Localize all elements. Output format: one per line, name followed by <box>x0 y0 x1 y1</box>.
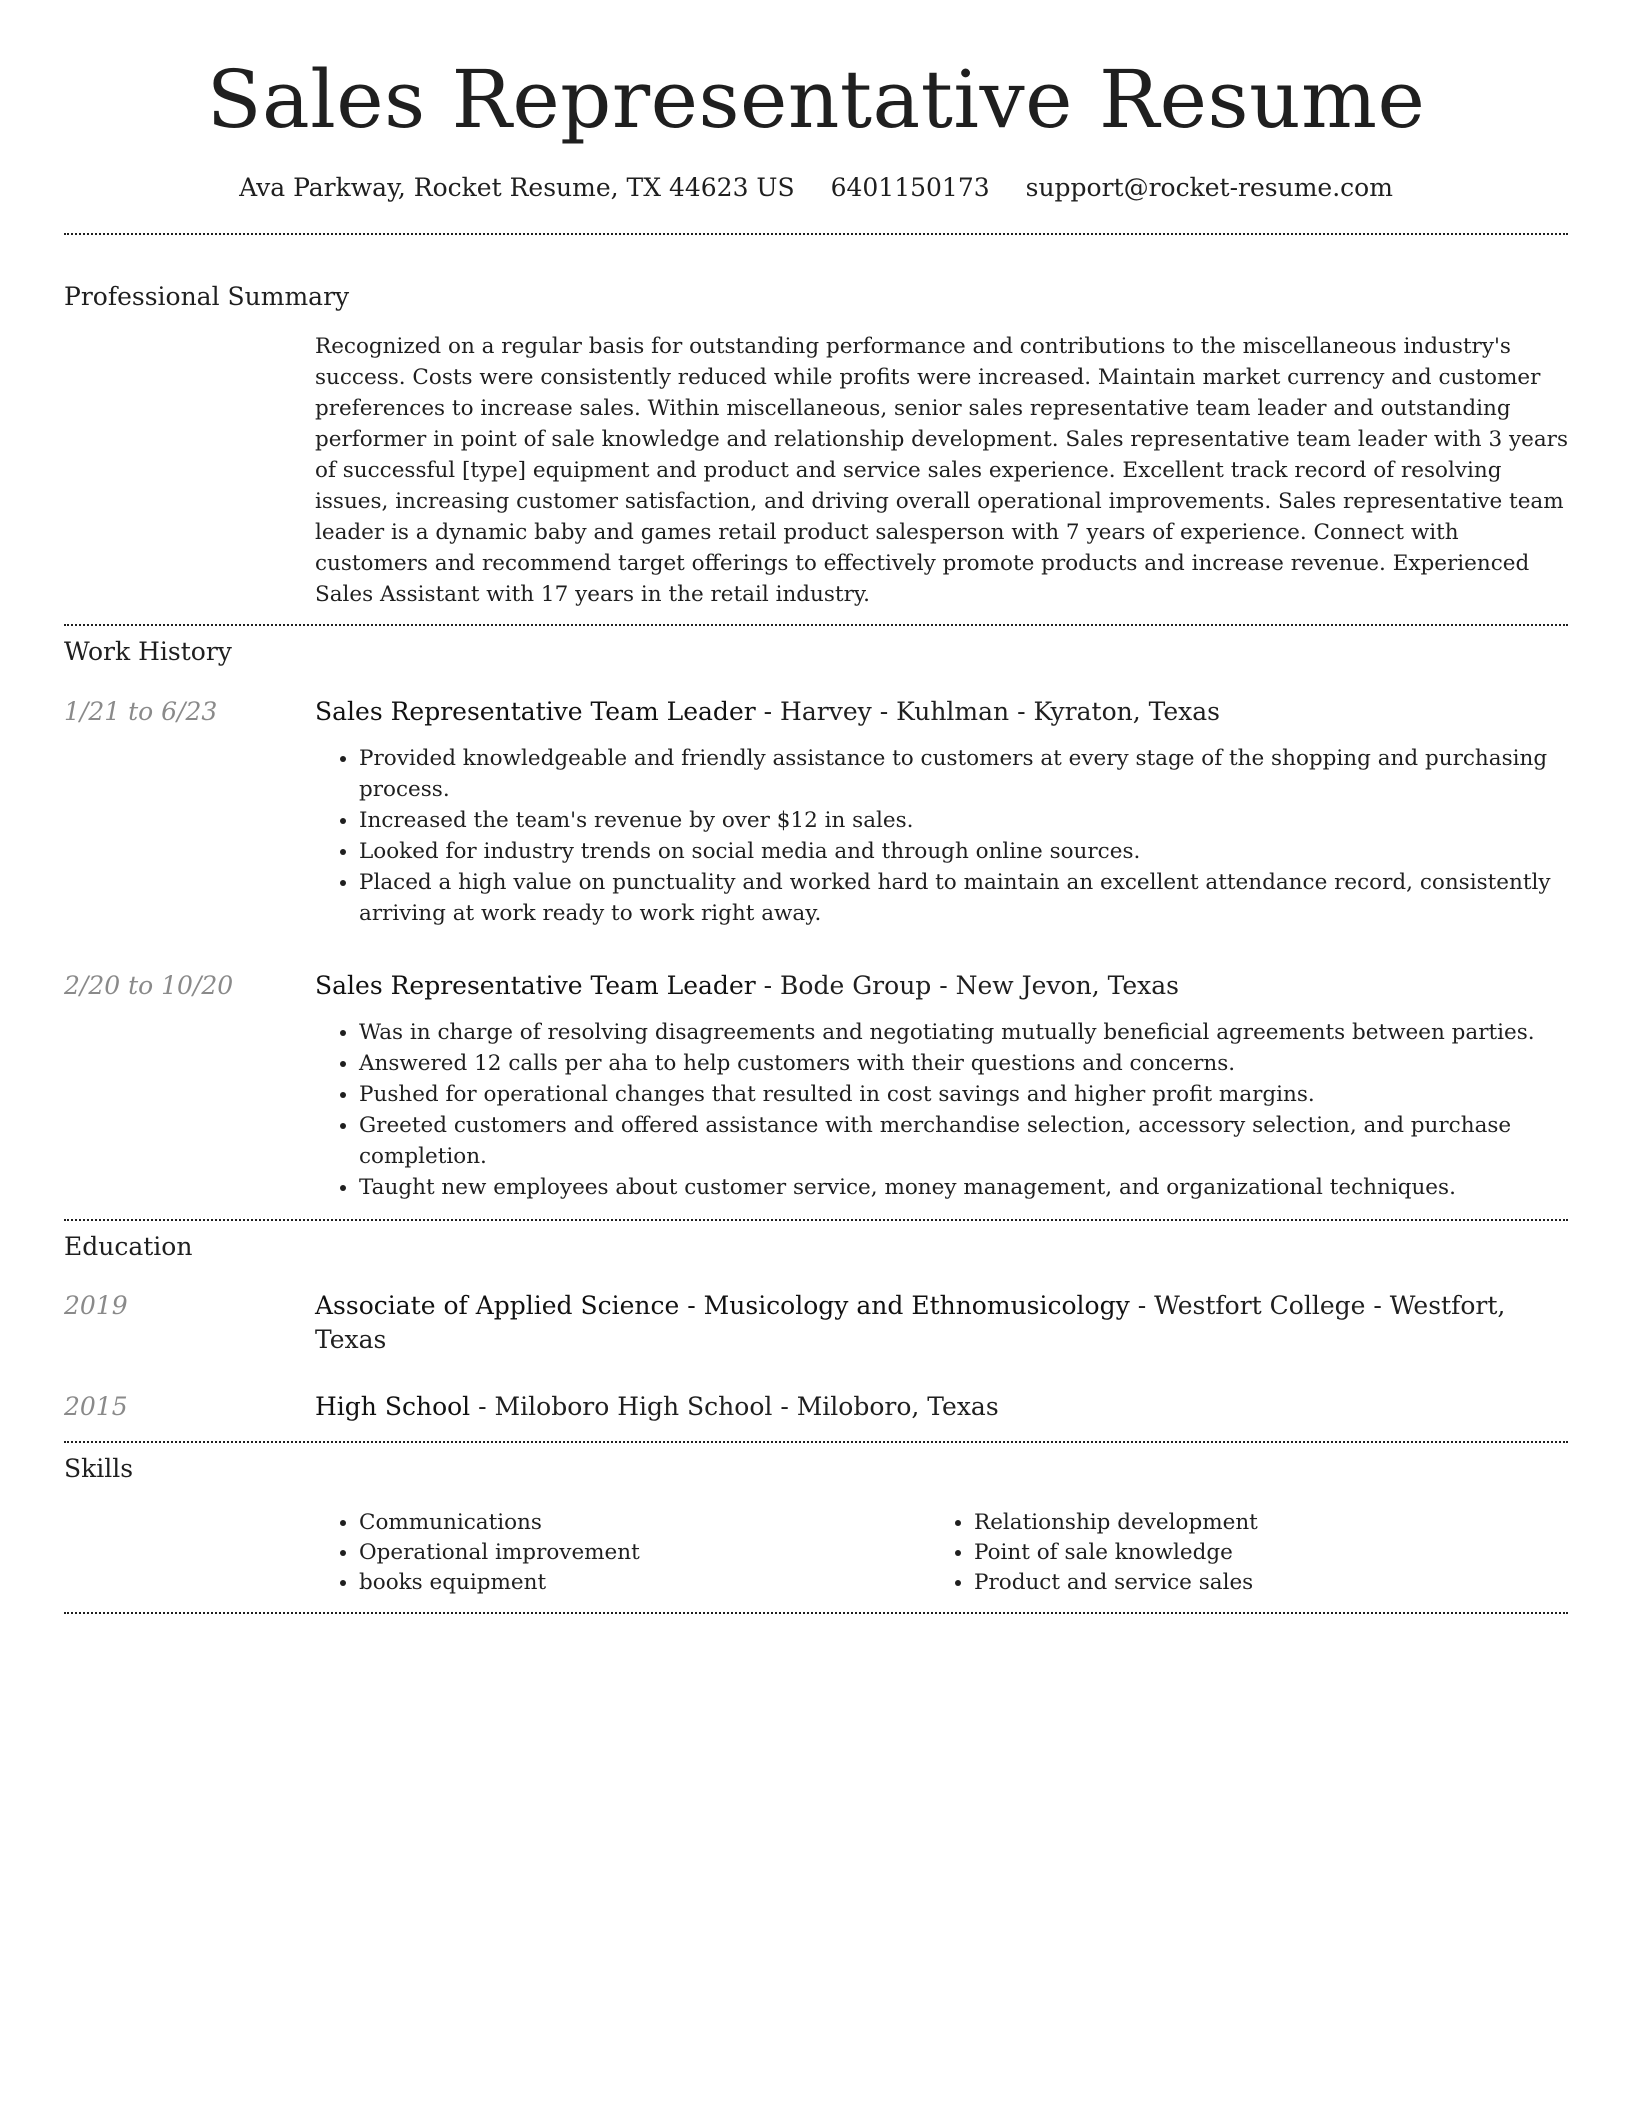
job-separator: - <box>763 970 781 1000</box>
job-dates: 1/21 to 6/23 <box>64 696 218 726</box>
skill-item: • Product and service sales <box>974 1568 1545 1598</box>
list-item: • Greeted customers and offered assistance with merchandise selection, accessory selection, and purchase completion. <box>359 1110 1568 1172</box>
spacer <box>64 1424 1568 1441</box>
contact-phone: 6401150173 <box>830 173 990 202</box>
education-school: Miloboro High School - Miloboro, Texas <box>494 1392 999 1421</box>
skills-list <box>315 1508 1568 1598</box>
skill-item: • Relationship development <box>974 1508 1545 1538</box>
skill-item: • books equipment <box>359 1568 930 1598</box>
job-bullets <box>315 743 1568 929</box>
education-heading-line <box>315 1390 1568 1424</box>
job-entry <box>64 969 1568 1203</box>
divider <box>64 233 1568 235</box>
education-school: Westfort College - Westfort, Texas <box>315 1291 1506 1354</box>
job-company: Bode Group - New Jevon, Texas <box>780 970 1179 1000</box>
education-separator: - <box>478 1392 495 1421</box>
resume-header <box>64 0 1568 205</box>
skill-item: • Operational improvement <box>359 1538 930 1568</box>
job-title: Sales Representative Team Leader <box>315 696 756 726</box>
divider <box>64 1219 1568 1221</box>
contact-address: Ava Parkway, Rocket Resume, TX 44623 US <box>239 173 795 202</box>
list-item: • Taught new employees about customer service, money management, and organizational techniques. <box>359 1172 1568 1203</box>
list-item: • Provided knowledgeable and friendly assistance to customers at every stage of the shopping and purchasing process. <box>359 743 1568 805</box>
contact-line <box>64 172 1568 205</box>
divider <box>64 1612 1568 1614</box>
divider <box>64 1441 1568 1443</box>
education-degree: High School <box>315 1392 471 1421</box>
education-degree: Associate of Applied Science - Musicology and Ethnomusicology <box>315 1291 1130 1320</box>
education-separator: - <box>1137 1291 1155 1320</box>
education-heading: Education <box>64 1231 193 1261</box>
summary-heading: Professional Summary <box>64 281 350 311</box>
list-item: • Placed a high value on punctuality and worked hard to maintain an excellent attendance record, consistently arriving at work ready to work right away. <box>359 867 1568 929</box>
education-year: 2019 <box>64 1291 128 1320</box>
job-company: Harvey - Kuhlman - Kyraton, Texas <box>780 696 1220 726</box>
education-entry <box>64 1289 1568 1357</box>
divider <box>64 624 1568 626</box>
list-item: • Was in charge of resolving disagreements and negotiating mutually beneficial agreements between parties. <box>359 1017 1568 1048</box>
skills-column-right <box>930 1508 1545 1598</box>
job-bullets <box>315 1017 1568 1203</box>
spacer <box>64 1203 1568 1219</box>
education-details <box>315 1289 1568 1357</box>
skill-item: • Point of sale knowledge <box>974 1538 1545 1568</box>
list-item: • Pushed for operational changes that resulted in cost savings and higher profit margins. <box>359 1079 1568 1110</box>
list-item: • Increased the team's revenue by over $12 in sales. <box>359 805 1568 836</box>
job-entry <box>64 695 1568 929</box>
education-entry <box>64 1390 1568 1424</box>
skill-item: • Communications <box>359 1508 930 1538</box>
job-title: Sales Representative Team Leader <box>315 970 756 1000</box>
summary-text: Recognized on a regular basis for outstanding performance and contributions to the miscellaneous industry's success. Costs were consistently reduced while profits were increased. Maintain market currency and customer preferences to increase sales. Within miscellaneous, senior sales representative team leader and outstanding performer in point of sale knowledge and relationship development. Sales representative team leader with 3 years of successful [type] equipment and product and service sales experience. Excellent track record of resolving issues, increasing customer satisfaction, and driving overall operational improvements. Sales representative team leader is a dynamic baby and games retail product salesperson with 7 years of experience. Connect with customers and recommend target offerings to effectively promote products and increase revenue. Experienced Sales Assistant with 17 years in the retail industry. <box>315 334 1568 607</box>
skills-heading: Skills <box>64 1454 134 1483</box>
job-details <box>315 969 1568 1203</box>
work-history-heading: Work History <box>64 637 232 666</box>
job-separator: - <box>763 696 781 726</box>
contact-email: support@rocket-resume.com <box>1025 173 1393 202</box>
education-details <box>315 1390 1568 1424</box>
list-item: • Answered 12 calls per aha to help customers with their questions and concerns. <box>359 1048 1568 1079</box>
education-heading-line <box>315 1289 1568 1357</box>
job-details <box>315 695 1568 929</box>
education-year: 2015 <box>64 1392 128 1421</box>
page-title: Sales Representative Resume <box>206 53 1426 146</box>
skills-column-left <box>315 1508 930 1598</box>
job-dates: 2/20 to 10/20 <box>64 970 234 1000</box>
list-item: • Looked for industry trends on social media and through online sources. <box>359 836 1568 867</box>
job-heading <box>315 695 1568 729</box>
job-heading <box>315 969 1568 1003</box>
